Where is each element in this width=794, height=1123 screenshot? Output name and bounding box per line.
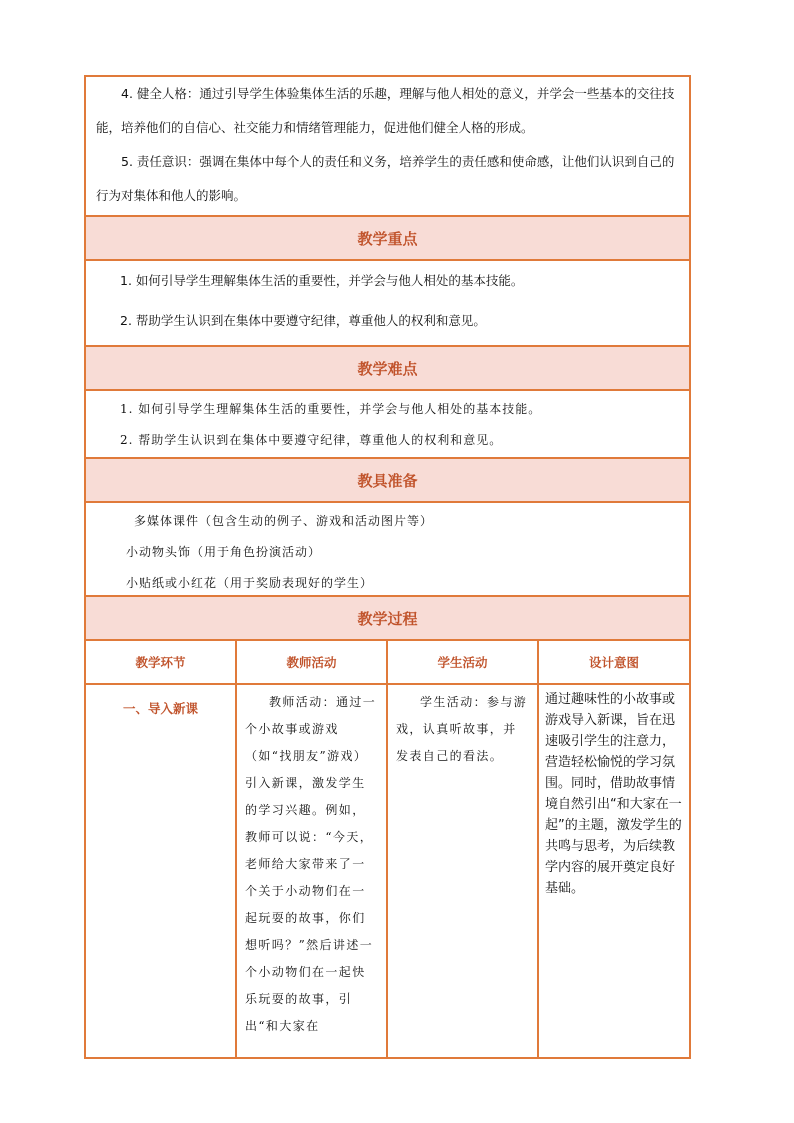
difficulties-header: 教学难点 [85, 346, 690, 390]
difficulty-2: 2. 帮助学生认识到在集体中要遵守纪律，尊重他人的权利和意见。 [120, 433, 503, 447]
difficulty-1: 1. 如何引导学生理解集体生活的重要性，并学会与他人相处的基本技能。 [120, 402, 542, 416]
column-teacher: 教师活动 [236, 640, 387, 684]
key-point-2: 2. 帮助学生认识到在集体中要遵守纪律，尊重他人的权利和意见。 [120, 313, 486, 328]
stage-label: 一、导入新课 [122, 701, 198, 716]
process-columns-row [85, 640, 690, 684]
key-point-1: 1. 如何引导学生理解集体生活的重要性，并学会与他人相处的基本技能。 [120, 273, 524, 288]
difficulties-row [85, 390, 690, 458]
lesson-plan-document [84, 75, 689, 1059]
process-row-intro [85, 684, 690, 1058]
design-intent: 通过趣味性的小故事或游戏导入新课，旨在迅速吸引学生的注意力，营造轻松愉悦的学习氛围。同时，借助故事情境自然引出“和大家在一起”的主题，激发学生的共鸣与思考，为后续教学内容的展开奠定良好基础。 [545, 692, 682, 896]
column-student: 学生活动 [387, 640, 538, 684]
material-item-3: 小贴纸或小红花（用于奖励表现好的学生） [126, 576, 374, 590]
material-item-1: 多媒体课件（包含生动的例子、游戏和活动图片等） [134, 514, 434, 528]
materials-header: 教具准备 [85, 458, 690, 502]
lesson-plan-table [84, 75, 691, 1059]
materials-row [85, 502, 690, 596]
column-stage: 教学环节 [85, 640, 236, 684]
column-design: 设计意图 [538, 640, 690, 684]
student-activity: 学生活动：参与游戏，认真听故事，并发表自己的看法。 [396, 695, 528, 763]
key-points-row [85, 260, 690, 346]
goals-row [85, 76, 690, 216]
goal-item-5: 5. 责任意识：强调在集体中每个人的责任和义务，培养学生的责任感和使命感，让他们认识到自己的行为对集体和他人的影响。 [96, 154, 675, 203]
material-item-2: 小动物头饰（用于角色扮演活动） [126, 545, 322, 559]
key-points-header: 教学重点 [85, 216, 690, 260]
goal-item-4: 4. 健全人格：通过引导学生体验集体生活的乐趣，理解与他人相处的意义，并学会一些基本的交往技能，培养他们的自信心、社交能力和情绪管理能力，促进他们健全人格的形成。 [96, 86, 675, 135]
process-header: 教学过程 [85, 596, 690, 640]
teacher-activity: 教师活动：通过一个小故事或游戏（如“找朋友”游戏）引入新课，激发学生的学习兴趣。例如，教师可以说：“今天，老师给大家带来了一个关于小动物们在一起玩耍的故事，你们想听吗？”然后讲述一个小动物们在一起快乐玩耍的故事，引出“和大家在 [245, 695, 377, 1033]
